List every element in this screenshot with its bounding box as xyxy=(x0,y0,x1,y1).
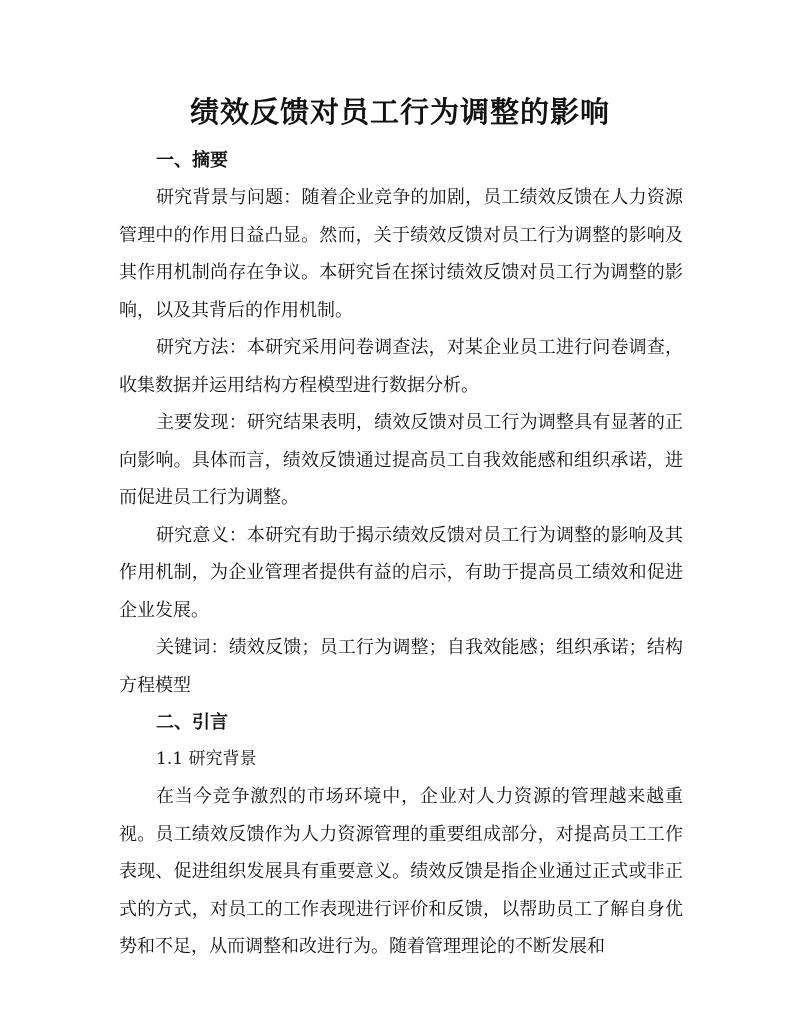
paragraph-keywords: 关键词：绩效反馈；员工行为调整；自我效能感；组织承诺；结构方程模型 xyxy=(119,637,683,696)
section-heading-introduction: 二、引言 xyxy=(156,712,228,733)
paragraph-introduction: 在当今竞争激烈的市场环境中，企业对人力资源的管理越来越重视。员工绩效反馈作为人力资源管理的重要组成部分，对提高员工工作表现、促进组织发展具有重要意义。绩效反馈是指企业通过正式或非正式的方式，对员工的工作表现进行评价和反馈，以帮助员工了解自身优势和不足，从而调整和改进行为。随着管理理论的不断发展和 xyxy=(119,786,683,957)
document-title: 绩效反馈对员工行为调整的影响 xyxy=(189,95,610,129)
document-body xyxy=(119,142,683,966)
paragraph-significance: 研究意义：本研究有助于揭示绩效反馈对员工行为调整的影响及其作用机制，为企业管理者提供有益的启示，有助于提高员工绩效和促进企业发展。 xyxy=(119,524,683,621)
section-heading-abstract: 一、摘要 xyxy=(156,150,228,171)
paragraph-findings: 主要发现：研究结果表明，绩效反馈对员工行为调整具有显著的正向影响。具体而言，绩效反馈通过提高员工自我效能感和组织承诺，进而促进员工行为调整。 xyxy=(119,412,683,508)
subsection-heading-background: 1.1 研究背景 xyxy=(156,749,257,769)
paragraph-background: 研究背景与问题：随着企业竞争的加剧，员工绩效反馈在人力资源管理中的作用日益凸显。然而，关于绩效反馈对员工行为调整的影响及其作用机制尚存在争议。本研究旨在探讨绩效反馈对员工行为调整的影响，以及其背后的作用机制。 xyxy=(119,187,683,321)
paragraph-method: 研究方法：本研究采用问卷调查法，对某企业员工进行问卷调查，收集数据并运用结构方程模型进行数据分析。 xyxy=(119,337,683,396)
